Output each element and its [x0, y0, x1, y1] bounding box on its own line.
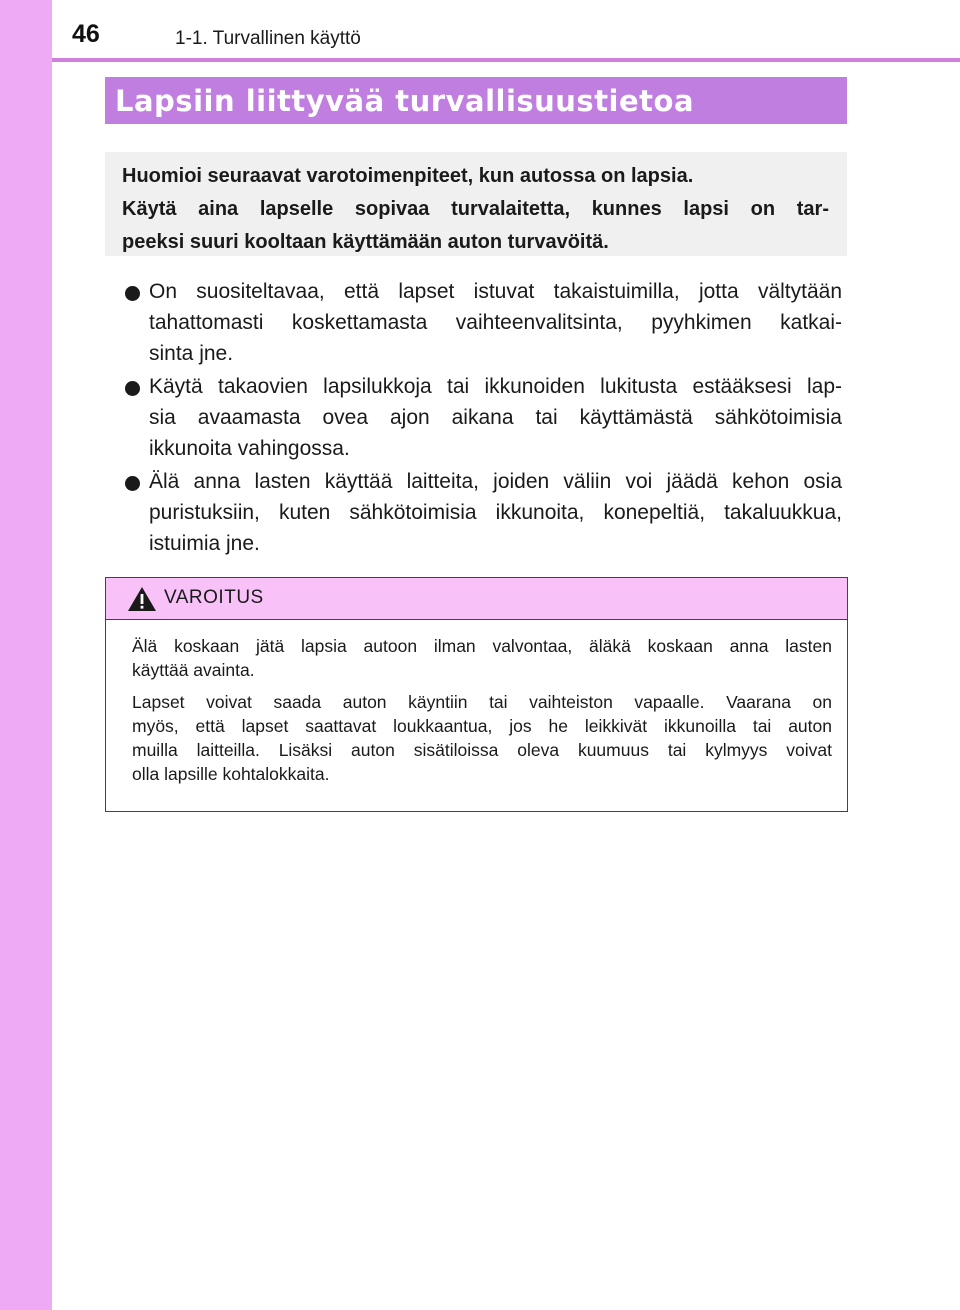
warning-paragraph: [132, 690, 832, 786]
warning-line: Lapset voivat saada auton käyntiin tai vaihteiston vapaalle. Vaarana on: [132, 692, 832, 712]
bullet-item: [122, 276, 842, 369]
bullet-line: ikkunoita vahingossa.: [149, 437, 350, 460]
bullet-line: On suositeltavaa, että lapset istuvat takaistuimilla, jotta vältytään: [149, 280, 842, 303]
warning-line: Älä koskaan jätä lapsia autoon ilman valvontaa, äläkä koskaan anna lasten: [132, 636, 832, 656]
page-title: Lapsiin liittyvää turvallisuustietoa: [115, 83, 695, 118]
warning-paragraph: [132, 634, 832, 682]
intro-line: Käytä aina lapselle sopivaa turvalaitetta, kunnes lapsi on tar-: [122, 198, 829, 220]
warning-body: [106, 620, 847, 786]
bullet-dot-icon: [125, 476, 140, 491]
warning-box: [105, 577, 848, 812]
intro-line: Huomioi seuraavat varotoimenpiteet, kun autossa on lapsia.: [122, 165, 694, 187]
bullet-dot-icon: [125, 286, 140, 301]
bullet-line: tahattomasti koskettamasta vaihteenvalitsinta, pyyhkimen katkai-: [149, 311, 842, 334]
bullet-line: Älä anna lasten käyttää laitteita, joiden väliin voi jäädä kehon osia: [149, 470, 842, 493]
warning-triangle-icon: [127, 586, 157, 612]
bullet-item: [122, 371, 842, 464]
intro-box: [105, 152, 847, 256]
section-title: 1-1. Turvallinen käyttö: [175, 28, 361, 49]
warning-line: muilla laitteilla. Lisäksi auton sisätiloissa oleva kuumuus tai kylmyys voivat: [132, 740, 832, 760]
bullet-dot-icon: [125, 381, 140, 396]
header-divider: [52, 58, 960, 62]
side-tab-strip: [0, 0, 52, 1310]
bullet-line: sinta jne.: [149, 342, 234, 365]
title-bar: [105, 77, 847, 124]
intro-line: peeksi suuri kooltaan käyttämään auton turvavöitä.: [122, 231, 609, 253]
warning-line: käyttää avainta.: [132, 660, 255, 680]
bullet-item: [122, 466, 842, 559]
bullet-line: Käytä takaovien lapsilukkoja tai ikkunoiden lukitusta estääksesi lap-: [149, 375, 842, 398]
bullet-line: sia avaamasta ovea ajon aikana tai käyttämästä sähkötoimisia: [149, 406, 842, 429]
bullet-line: puristuksiin, kuten sähkötoimisia ikkunoita, konepeltiä, takaluukkua,: [149, 501, 842, 524]
warning-line: myös, että lapset saattavat loukkaantua, jos he leikkivät ikkunoilla tai auton: [132, 716, 832, 736]
warning-label: VAROITUS: [164, 587, 264, 608]
page-number: 46: [72, 20, 100, 48]
bullet-line: istuimia jne.: [149, 532, 260, 555]
warning-line: olla lapsille kohtalokkaita.: [132, 764, 330, 784]
warning-header: [106, 578, 847, 620]
bullet-list: [122, 276, 842, 561]
